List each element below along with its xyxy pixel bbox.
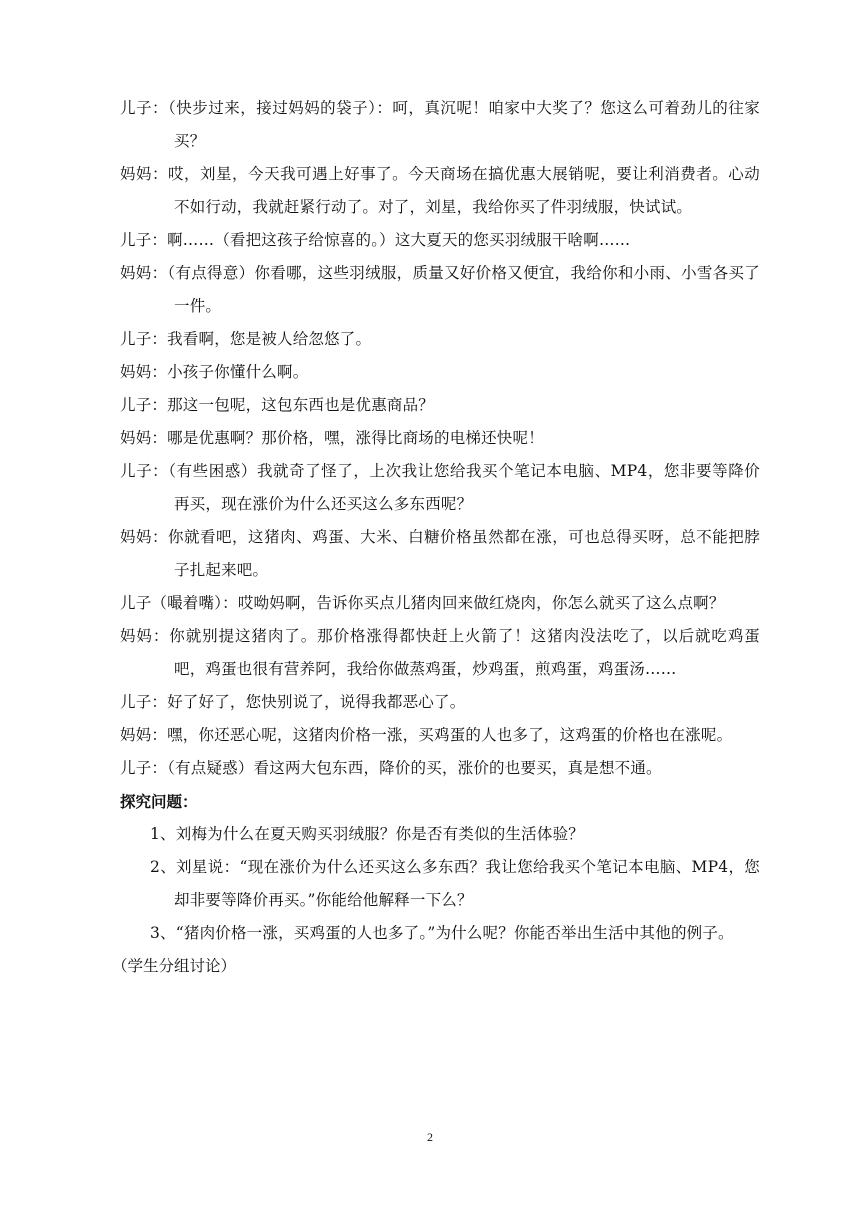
page-content — [112, 92, 760, 983]
dialogue-line: 儿子：（有点疑惑）看这两大包东西，降价的买，涨价的也要买，真是想不通。 — [120, 759, 662, 777]
dialogue-line: 妈妈：哪是优惠啊？那价格，嘿，涨得比商场的电梯还快呢！ — [120, 429, 544, 447]
question-item: 1、刘梅为什么在夏天购买羽绒服？你是否有类似的生活体验？ — [150, 825, 584, 843]
dialogue-line: 妈妈：嘿，你还恶心呢，这猪肉价格一涨，买鸡蛋的人也多了，这鸡蛋的价格也在涨呢。 — [120, 726, 733, 744]
dialogue-line: 妈妈：小孩子你懂什么啊。 — [120, 363, 309, 381]
dialogue-line: 儿子：我看啊，您是被人给忽悠了。 — [120, 330, 372, 348]
question-item: 2、刘星说：“现在涨价为什么还买这么多东西？我让您给我买个笔记本电脑、MP4，您却非要等降价再买。”你能给他解释一下么？ — [150, 858, 760, 909]
dialogue-line: 妈妈：你就别提这猪肉了。那价格涨得都快赶上火箭了！这猪肉没法吃了，以后就吃鸡蛋吧，鸡蛋也很有营养阿，我给你做蒸鸡蛋，炒鸡蛋，煎鸡蛋，鸡蛋汤…… — [120, 627, 760, 678]
dialogue-line: 儿子：那这一包呢，这包东西也是优惠商品？ — [120, 396, 435, 414]
dialogue-line: 妈妈：（有点得意）你看哪，这些羽绒服，质量又好价格又便宜，我给你和小雨、小雪各买了一件。 — [120, 264, 760, 315]
dialogue-line: 儿子：（快步过来，接过妈妈的袋子）：呵，真沉呢！咱家中大奖了？您这么可着劲儿的往家买？ — [120, 99, 760, 150]
dialogue-line: 儿子：啊……（看把这孩子给惊喜的。）这大夏天的您买羽绒服干啥啊…… — [120, 231, 631, 249]
dialogue-line: 妈妈：你就看吧，这猪肉、鸡蛋、大米、白糖价格虽然都在涨，可也总得买呀，总不能把脖子扎起来吧。 — [120, 528, 760, 579]
discussion-note: （学生分组讨论） — [112, 957, 237, 975]
section-heading: 探究问题： — [120, 792, 198, 811]
dialogue-line: 儿子：好了好了，您快别说了，说得我都恶心了。 — [120, 693, 466, 711]
dialogue-line: 儿子：（有些困惑）我就奇了怪了，上次我让您给我买个笔记本电脑、MP4，您非要等降价再买，现在涨价为什么还买这么多东西呢？ — [120, 462, 760, 513]
question-item: 3、“猪肉价格一涨，买鸡蛋的人也多了。”为什么呢？你能否举出生活中其他的例子。 — [150, 924, 734, 942]
page-number: 2 — [427, 1130, 433, 1144]
dialogue-line: 儿子（嘬着嘴）：哎呦妈啊，告诉你买点儿猪肉回来做红烧肉，你怎么就买了这么点啊？ — [120, 594, 725, 612]
dialogue-line: 妈妈：哎，刘星，今天我可遇上好事了。今天商场在搞优惠大展销呢，要让利消费者。心动不如行动，我就赶紧行动了。对了，刘星，我给你买了件羽绒服，快试试。 — [120, 165, 760, 216]
